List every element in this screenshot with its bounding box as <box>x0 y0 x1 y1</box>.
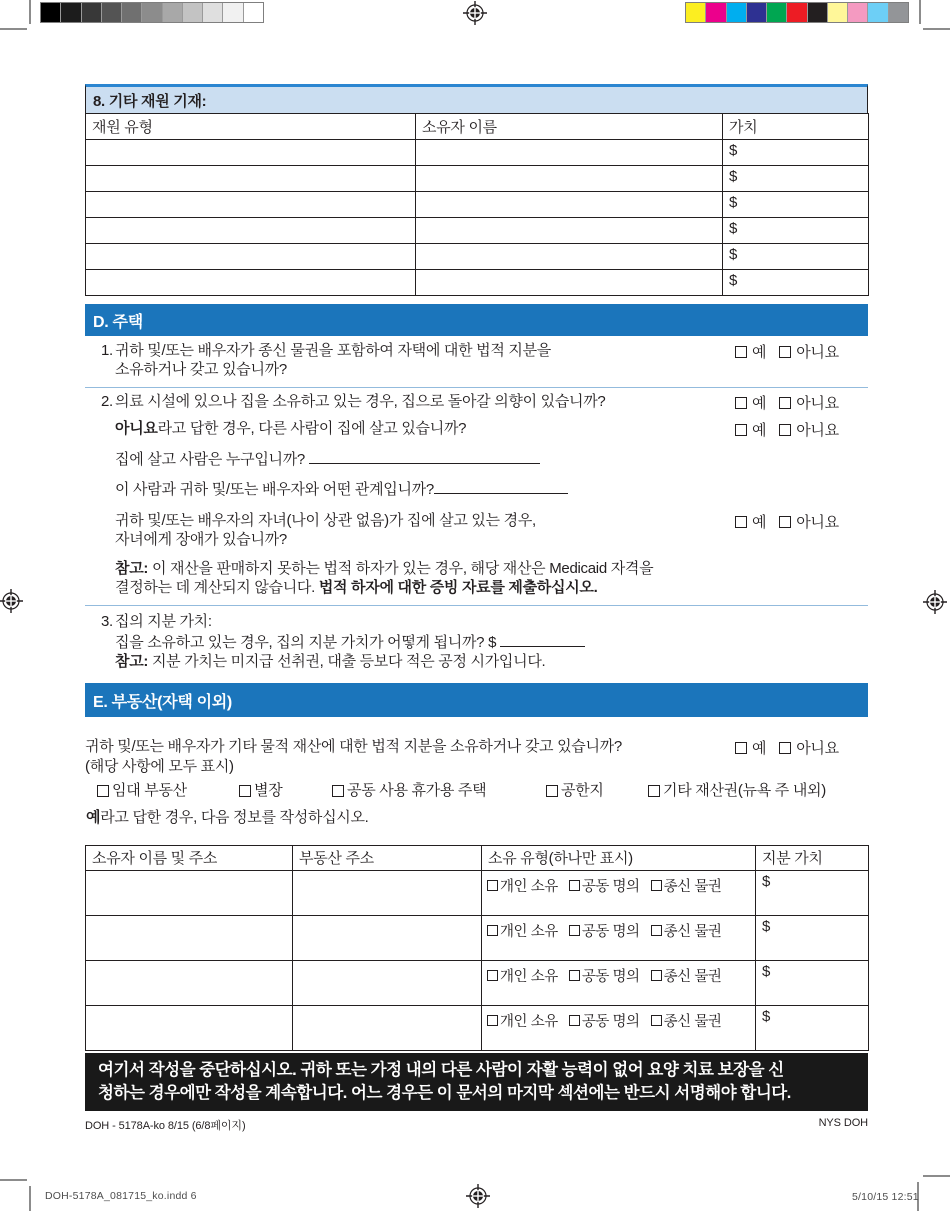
no-option[interactable] <box>779 419 839 440</box>
no-label: 아니요 <box>796 422 839 439</box>
checkbox-icon[interactable] <box>651 970 662 981</box>
home-equity-input-line[interactable] <box>500 632 585 647</box>
section-d-header <box>85 304 868 336</box>
option-joint-ownership[interactable]: 공동 명의 <box>569 1010 640 1031</box>
print-file-info: DOH-5178A_081715_ko.indd 6 <box>45 1190 197 1202</box>
option-sole-ownership[interactable]: 개인 소유 <box>487 920 558 941</box>
no-checkbox[interactable] <box>779 346 791 358</box>
checkbox-icon[interactable] <box>487 970 498 981</box>
property-address-cell[interactable] <box>293 916 482 961</box>
checkbox-icon[interactable] <box>487 880 498 891</box>
no-option[interactable] <box>779 511 839 532</box>
col-header-value: 가치 <box>723 114 869 140</box>
section-e-header <box>85 683 868 717</box>
who-lives-input-line[interactable] <box>309 449 540 464</box>
gray-swatch <box>61 3 81 22</box>
gray-swatch <box>122 3 142 22</box>
property-row <box>86 871 869 916</box>
resource-type-cell[interactable] <box>86 140 416 166</box>
color-swatch <box>706 3 726 22</box>
property-row <box>86 961 869 1006</box>
resource-type-cell[interactable] <box>86 192 416 218</box>
owner-name-address-cell[interactable] <box>86 916 293 961</box>
dollar-sign: $ <box>762 1008 771 1025</box>
value-cell[interactable] <box>723 244 869 270</box>
color-swatch <box>808 3 828 22</box>
option-sole-ownership[interactable]: 개인 소유 <box>487 1010 558 1031</box>
section-8-title: 8. 기타 재원 기재: <box>93 92 207 110</box>
question-number: 2. <box>101 393 113 410</box>
color-swatch <box>727 3 747 22</box>
crop-mark <box>0 28 27 30</box>
checkbox-icon[interactable] <box>569 970 580 981</box>
q2-sub-question: 아니요라고 답한 경우, 다른 사람이 집에 살고 있습니까? <box>115 420 467 437</box>
col-header-ownership-type: 소유 유형(하나만 표시) <box>482 846 756 871</box>
no-label: 아니요 <box>796 344 839 361</box>
resource-type-cell[interactable] <box>86 218 416 244</box>
section-8-header <box>85 84 868 113</box>
equity-value-cell[interactable] <box>756 961 869 1006</box>
checkbox-icon[interactable] <box>487 1015 498 1026</box>
checkbox-icon[interactable] <box>651 1015 662 1026</box>
option-joint-ownership[interactable]: 공동 명의 <box>569 965 640 986</box>
value-cell[interactable] <box>723 218 869 244</box>
resource-row <box>86 166 869 192</box>
no-option[interactable] <box>779 737 839 758</box>
gray-swatch <box>102 3 122 22</box>
value-cell[interactable] <box>723 270 869 296</box>
yes-option[interactable] <box>735 511 766 532</box>
no-label: 아니요 <box>796 395 839 412</box>
property-row <box>86 1006 869 1051</box>
checkbox-icon[interactable] <box>651 880 662 891</box>
option-vacant-land[interactable]: 공한지 <box>546 781 604 800</box>
dollar-sign: $ <box>729 168 738 185</box>
form-number: DOH - 5178A-ko 8/15 (6/8페이지) <box>85 1120 246 1132</box>
checkbox-icon[interactable] <box>569 880 580 891</box>
col-header-owner-name: 소유자 이름 <box>416 114 723 140</box>
gray-swatch <box>163 3 183 22</box>
color-swatch <box>747 3 767 22</box>
property-address-cell[interactable] <box>293 871 482 916</box>
yes-option[interactable] <box>735 392 766 413</box>
value-cell[interactable] <box>723 192 869 218</box>
page-footer <box>85 1117 868 1133</box>
option-joint-ownership[interactable]: 공동 명의 <box>569 875 640 896</box>
ownership-type-cell <box>482 916 756 961</box>
checkbox-icon[interactable] <box>569 1015 580 1026</box>
checkbox-icon[interactable] <box>97 785 109 797</box>
yes-label: 예 <box>752 422 767 439</box>
relationship-input-line[interactable] <box>434 479 568 494</box>
resource-row <box>86 218 869 244</box>
no-checkbox[interactable] <box>779 424 791 436</box>
gray-swatch <box>183 3 203 22</box>
yes-label: 예 <box>752 740 767 757</box>
q2-who-lives: 집에 살고 사람은 누구입니까? <box>115 449 715 469</box>
gray-swatch <box>244 3 263 22</box>
question-3-text: 집의 지분 가치: 집을 소유하고 있는 경우, 집의 지분 가치가 어떻게 됩니까? $ 참고: 지분 가치는 미지급 선취권, 대출 등보다 적은 공정 시가입니다. <box>115 612 585 672</box>
color-swatch <box>767 3 787 22</box>
dollar-sign: $ <box>762 963 771 980</box>
no-checkbox[interactable] <box>779 516 791 528</box>
col-header-equity-value: 지분 가치 <box>756 846 869 871</box>
color-swatch <box>828 3 848 22</box>
resource-row <box>86 244 869 270</box>
dollar-sign: $ <box>729 246 738 263</box>
value-cell[interactable] <box>723 166 869 192</box>
col-header-property-address: 부동산 주소 <box>293 846 482 871</box>
option-joint-ownership[interactable]: 공동 명의 <box>569 920 640 941</box>
property-type-options <box>85 781 885 801</box>
color-swatch <box>787 3 807 22</box>
option-life-estate[interactable]: 종신 물권 <box>651 920 722 941</box>
no-label: 아니요 <box>796 740 839 757</box>
checkbox-icon[interactable] <box>487 925 498 936</box>
crop-mark <box>923 28 950 30</box>
crop-mark <box>0 1179 27 1181</box>
gray-swatch <box>223 3 243 22</box>
q2-child-question: 귀하 및/또는 배우자의 자녀(나이 상관 없음)가 집에 살고 있는 경우, 자녀에게 장애가 있습니까? <box>115 512 536 548</box>
option-life-estate[interactable]: 종신 물권 <box>651 965 722 986</box>
owner-name-cell[interactable] <box>416 218 723 244</box>
yes-label: 예 <box>752 514 767 531</box>
no-checkbox[interactable] <box>779 397 791 409</box>
question-number: 3. <box>101 613 113 630</box>
no-checkbox[interactable] <box>779 742 791 754</box>
q2-yes-no-group <box>735 392 839 413</box>
property-address-cell[interactable] <box>293 961 482 1006</box>
q2-sub-yes-no-group <box>735 419 839 440</box>
crop-mark <box>29 1186 31 1211</box>
question-1 <box>101 341 741 379</box>
yes-option[interactable] <box>735 419 766 440</box>
yes-checkbox[interactable] <box>735 346 747 358</box>
checkbox-icon[interactable] <box>569 925 580 936</box>
registration-mark-icon <box>922 589 948 615</box>
checkbox-icon[interactable] <box>651 925 662 936</box>
color-bar <box>685 2 909 23</box>
dollar-sign: $ <box>729 194 738 211</box>
yes-label: 예 <box>752 395 767 412</box>
other-resources-table <box>85 113 869 296</box>
q2-child-yes-no-group <box>735 511 839 532</box>
option-life-estate[interactable]: 종신 물권 <box>651 1010 722 1031</box>
option-shared-vacation-home[interactable]: 공동 사용 휴가용 주택 <box>332 781 486 800</box>
grayscale-bar <box>40 2 264 23</box>
yes-option[interactable] <box>735 737 766 758</box>
gray-swatch <box>82 3 102 22</box>
print-date-info: 5/10/15 12:51 <box>852 1191 919 1203</box>
registration-mark-icon <box>0 588 24 614</box>
gray-swatch <box>203 3 223 22</box>
question-number: 1. <box>101 342 113 359</box>
no-label: 아니요 <box>796 514 839 531</box>
section-e-question: 귀하 및/또는 배우자가 기타 물적 재산에 대한 법적 지분을 소유하거나 갖고 있습니까? (해당 사항에 모두 표시) <box>85 738 622 775</box>
equity-value-cell[interactable] <box>756 916 869 961</box>
crop-mark <box>29 0 31 24</box>
question-2-text: 의료 시설에 있으나 집을 소유하고 있는 경우, 집으로 돌아갈 의향이 있습니까? <box>115 393 606 410</box>
question-1-text: 귀하 및/또는 배우자가 종신 물권을 포함하여 자택에 대한 법적 지분을 소유하거나 갖고 있습니까? <box>115 342 551 378</box>
option-sole-ownership[interactable]: 개인 소유 <box>487 875 558 896</box>
owner-name-address-cell[interactable] <box>86 1006 293 1051</box>
yes-label: 예 <box>752 344 767 361</box>
q1-yes-no-group <box>735 341 839 362</box>
owner-name-cell[interactable] <box>416 166 723 192</box>
option-vacation-home[interactable]: 별장 <box>239 781 282 800</box>
q2-relationship: 이 사람과 귀하 및/또는 배우자와 어떤 관계입니까? <box>115 479 715 499</box>
dollar-sign: $ <box>729 272 738 289</box>
dollar-sign: $ <box>729 220 738 237</box>
property-row <box>86 916 869 961</box>
resource-type-cell[interactable] <box>86 244 416 270</box>
section-e-title: E. 부동산(자택 이외) <box>93 693 232 711</box>
crop-mark <box>923 1175 950 1177</box>
checkbox-icon[interactable] <box>239 785 251 797</box>
owner-name-address-cell[interactable] <box>86 961 293 1006</box>
ownership-type-cell <box>482 961 756 1006</box>
yes-checkbox[interactable] <box>735 516 747 528</box>
owner-name-address-cell[interactable] <box>86 871 293 916</box>
section-d-title: D. 주택 <box>93 313 143 331</box>
yes-option[interactable] <box>735 341 766 362</box>
color-swatch <box>889 3 908 22</box>
stop-banner: 여기서 작성을 중단하십시오. 귀하 또는 가정 내의 다른 사람이 자활 능력이 없어 요양 치료 보장을 신 청하는 경우에만 작성을 계속합니다. 어느 경우든 이 문서의 마지막 섹션에는 반드시 서명해야 합니다. <box>85 1053 868 1111</box>
yes-checkbox[interactable] <box>735 397 747 409</box>
col-header-resource-type: 재원 유형 <box>86 114 416 140</box>
col-header-owner-name-address: 소유자 이름 및 주소 <box>86 846 293 871</box>
owner-name-cell[interactable] <box>416 270 723 296</box>
gray-swatch <box>142 3 162 22</box>
gray-swatch <box>41 3 61 22</box>
checkbox-icon[interactable] <box>332 785 344 797</box>
resource-row <box>86 192 869 218</box>
option-life-estate[interactable]: 종신 물권 <box>651 875 722 896</box>
registration-mark-icon <box>462 0 488 26</box>
q2-note: 참고: 이 재산을 판매하지 못하는 법적 하자가 있는 경우, 해당 재산은 Medicaid 자격을 결정하는 데 계산되지 않습니다. 법적 하자에 대한 증빙 자료를 제출하십시오. <box>115 560 654 596</box>
no-option[interactable] <box>779 392 839 413</box>
dollar-sign: $ <box>762 918 771 935</box>
option-sole-ownership[interactable]: 개인 소유 <box>487 965 558 986</box>
question-divider <box>85 605 868 606</box>
option-other-property-rights[interactable]: 기타 재산권(뉴욕 주 내외) <box>648 781 826 800</box>
dollar-sign: $ <box>729 142 738 159</box>
question-2 <box>101 392 741 411</box>
value-cell[interactable] <box>723 140 869 166</box>
real-property-table <box>85 845 869 1051</box>
checkbox-icon[interactable] <box>546 785 558 797</box>
resource-row <box>86 140 869 166</box>
owner-name-cell[interactable] <box>416 140 723 166</box>
agency-label: NYS DOH <box>818 1117 868 1129</box>
color-swatch <box>868 3 888 22</box>
checkbox-icon[interactable] <box>648 785 660 797</box>
equity-value-cell[interactable] <box>756 1006 869 1051</box>
resource-row <box>86 270 869 296</box>
question-3 <box>101 612 741 672</box>
resource-type-cell[interactable] <box>86 270 416 296</box>
section-e-yes-no-group <box>735 737 839 758</box>
option-rental-property[interactable]: 임대 부동산 <box>97 781 187 800</box>
registration-mark-icon <box>465 1183 491 1209</box>
crop-mark <box>919 0 921 24</box>
ownership-type-cell <box>482 871 756 916</box>
dollar-sign: $ <box>488 633 497 651</box>
question-divider <box>85 387 868 388</box>
dollar-sign: $ <box>762 873 771 890</box>
ownership-type-cell <box>482 1006 756 1051</box>
owner-name-cell[interactable] <box>416 192 723 218</box>
no-option[interactable] <box>779 341 839 362</box>
owner-name-cell[interactable] <box>416 244 723 270</box>
yes-checkbox[interactable] <box>735 742 747 754</box>
color-swatch <box>686 3 706 22</box>
property-address-cell[interactable] <box>293 1006 482 1051</box>
if-yes-instruction: 예라고 답한 경우, 다음 정보를 작성하십시오. <box>86 809 369 826</box>
resource-type-cell[interactable] <box>86 166 416 192</box>
equity-value-cell[interactable] <box>756 871 869 916</box>
yes-checkbox[interactable] <box>735 424 747 436</box>
color-swatch <box>848 3 868 22</box>
